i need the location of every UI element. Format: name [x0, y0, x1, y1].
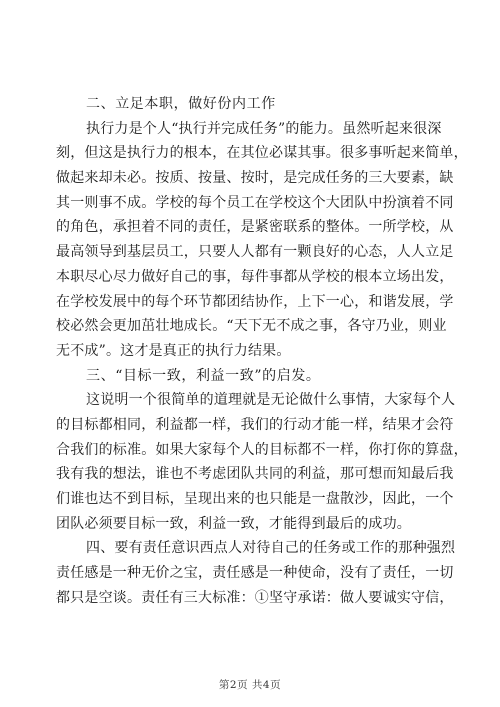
- paragraph-line: 团队必须要目标一致，利益一致，才能得到最后的成功。: [56, 515, 411, 532]
- paragraph-line: 无不成”。这才是真正的执行力结果。: [56, 342, 291, 359]
- paragraph-line: 其一则事不成。学校的每个员工在学校这个大团队中扮演着不同: [56, 194, 454, 211]
- section-heading-4: 四、要有责任意识西点人对待自己的任务或工作的那种强烈: [86, 540, 456, 557]
- page-number-footer: 第2页 共4页: [218, 679, 282, 691]
- section-heading-2: 二、立足本职，做好份内工作: [86, 96, 276, 112]
- paragraph-line: 校必然会更加茁壮地成长。“天下无不成之事，各守乃业，则业: [56, 318, 447, 335]
- paragraph-line: 们谁也达不到目标，呈现出来的也只能是一盘散沙，因此，一个: [56, 491, 454, 507]
- paragraph-line: 这说明一个很简单的道理就是无论做什么事情，大家每个人: [86, 392, 456, 409]
- paragraph-line: 执行力是个人“执行并完成任务”的能力。虽然听起来很深: [86, 120, 442, 137]
- paragraph-line: 合我们的标准。如果大家每个人的目标都不一样，你打你的算盘，: [56, 441, 468, 458]
- paragraph-line: 的角色，承担着不同的责任，是紧密联系的整体。一所学校，从: [56, 219, 454, 236]
- paragraph-line: 本职尽心尽力做好自己的事，每件事都从学校的根本立场出发，: [56, 268, 454, 285]
- paragraph-line: 在学校发展中的每个环节都团结协作，上下一心，和谐发展，学: [56, 293, 454, 310]
- paragraph-line: 做起来却未必。按质、按量、按时，是完成任务的三大要素，缺: [56, 170, 454, 187]
- paragraph-line: 责任感是一种无价之宝，责任感是一种使命，没有了责任，一切: [56, 565, 454, 582]
- paragraph-line: 的目标都相同，利益都一样，我们的行动才能一样，结果才会符: [56, 416, 454, 433]
- paragraph-line: 都只是空谈。责任有三大标准：①坚守承诺：做人要诚实守信，: [56, 589, 454, 606]
- paragraph-line: 最高领导到基层员工，只要人人都有一颗良好的心态，人人立足: [56, 244, 454, 261]
- paragraph-line: 我有我的想法，谁也不考虑团队共同的利益，那可想而知最后我: [56, 466, 454, 483]
- paragraph-line: 刻，但这是执行力的根本，在其位必谋其事。很多事听起来简单，: [56, 145, 468, 162]
- document-body: [56, 92, 468, 610]
- section-heading-3: 三、“目标一致，利益一致”的启发。: [86, 367, 321, 384]
